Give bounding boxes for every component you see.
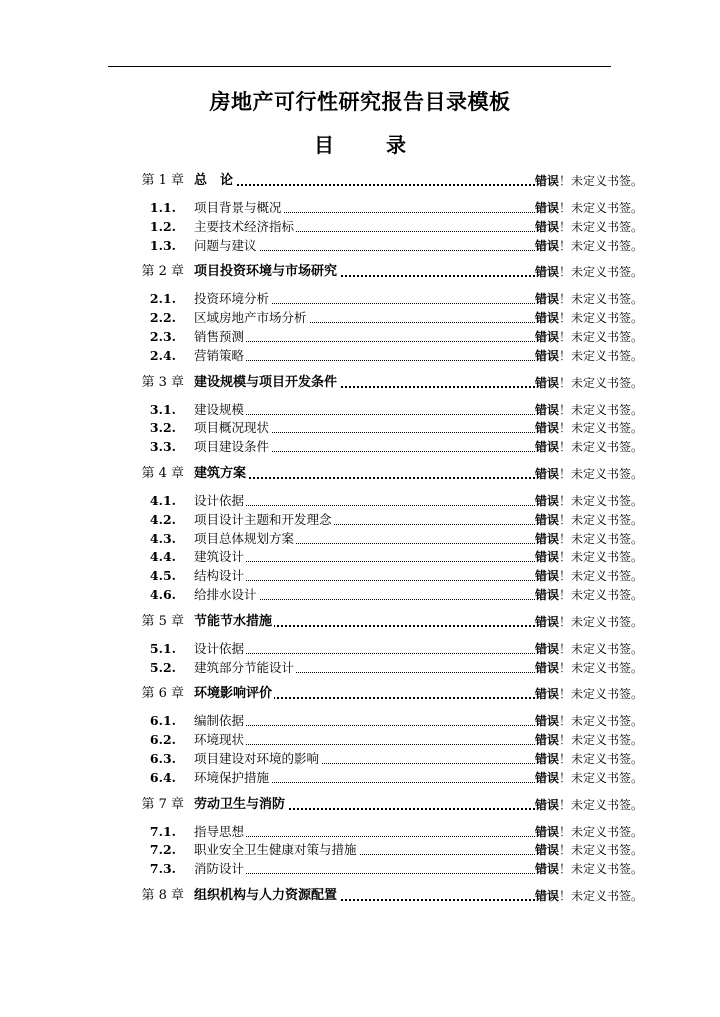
toc-section-entry[interactable]: [0, 750, 720, 768]
toc-chapter-entry[interactable]: [0, 887, 720, 905]
toc-entry-title: 指导思想: [194, 823, 535, 841]
toc-page-reference: 错误！未定义书签。: [535, 550, 644, 565]
toc-entry-title: 节能节水措施: [194, 613, 535, 631]
toc-entry-number: 6.4.: [149, 769, 176, 785]
toc-page-reference: 错误！未定义书签。: [535, 265, 644, 280]
toc-page-reference: 错误！未定义书签。: [535, 641, 644, 656]
toc-page-reference: 错误！未定义书签。: [535, 174, 644, 188]
toc-entry-title: 项目建设对环境的影响: [194, 750, 535, 768]
toc-section-entry[interactable]: [0, 769, 720, 787]
toc-section-entry[interactable]: [0, 438, 720, 456]
toc-page-reference: 错误！未定义书签。: [535, 687, 644, 702]
toc-entry-number: 第 7 章: [141, 796, 184, 812]
toc-page-reference: 错误！未定义书签。: [535, 797, 644, 812]
document-title: 房地产可行性研究报告目录模板: [209, 90, 511, 114]
toc-entry-number: 6.2.: [149, 732, 176, 748]
toc-entry-title: 组织机构与人力资源配置: [194, 887, 535, 905]
toc-entry-number: 第 3 章: [141, 374, 184, 390]
toc-entry-number: 第 1 章: [141, 173, 184, 188]
toc-entry-number: 第 6 章: [141, 686, 184, 702]
toc-entry-number: 第 2 章: [141, 264, 184, 280]
toc-section-entry[interactable]: [0, 492, 720, 510]
toc-page-reference: 错误！未定义书签。: [535, 862, 644, 877]
toc-section-entry[interactable]: [0, 199, 720, 217]
toc-chapter-entry[interactable]: [0, 374, 720, 392]
toc-page-reference: 错误！未定义书签。: [535, 588, 644, 602]
toc-entry-number: 7.1.: [149, 823, 176, 839]
toc-entry-number: 3.2.: [149, 420, 176, 436]
toc-entry-number: 第 5 章: [141, 613, 184, 629]
toc-entry-title: 建筑部分节能设计: [194, 659, 535, 677]
toc-entry-title: 项目建设条件: [194, 438, 535, 456]
toc-page-reference: 错误！未定义书签。: [535, 421, 644, 436]
toc-entry-number: 3.1.: [149, 401, 176, 417]
toc-entry-title: 建设规模: [194, 401, 535, 419]
toc-chapter-entry[interactable]: [0, 263, 720, 281]
toc-entry-title: 给排水设计: [194, 586, 535, 604]
toc-chapter-entry[interactable]: [0, 172, 720, 190]
toc-page-reference: 错误！未定义书签。: [535, 440, 644, 455]
toc-page-reference: 错误！未定义书签。: [535, 201, 644, 215]
toc-entry-number: 2.2.: [149, 310, 176, 326]
toc-heading-left: 目: [314, 133, 334, 157]
toc-page-reference: 错误！未定义书签。: [535, 843, 644, 858]
toc-entry-number: 4.1.: [149, 493, 176, 508]
toc-entry-number: 4.2.: [149, 511, 176, 527]
toc-entry-number: 第 4 章: [141, 466, 184, 481]
toc-page-reference: 错误！未定义书签。: [535, 402, 644, 417]
toc-section-entry[interactable]: [0, 309, 720, 327]
toc-entry-number: 6.3.: [149, 751, 176, 766]
toc-entry-title: 建设规模与项目开发条件: [194, 374, 535, 392]
toc-page-reference: 错误！未定义书签。: [535, 330, 644, 344]
toc-entry-number: 1.3.: [149, 237, 176, 253]
toc-section-entry[interactable]: [0, 419, 720, 437]
toc-section-entry[interactable]: [0, 823, 720, 841]
toc-page-reference: 错误！未定义书签。: [535, 733, 644, 748]
toc-entry-number: 2.4.: [149, 347, 176, 363]
toc-entry-title: 项目背景与概况: [194, 199, 535, 217]
toc-entry-number: 7.3.: [149, 861, 176, 877]
toc-section-entry[interactable]: [0, 841, 720, 859]
toc-page-reference: 错误！未定义书签。: [535, 752, 644, 766]
toc-section-entry[interactable]: [0, 218, 720, 236]
toc-entry-number: 4.5.: [149, 568, 176, 584]
toc-entry-number: 7.2.: [149, 842, 176, 858]
toc-entry-title: 销售预测: [194, 328, 535, 346]
toc-section-entry[interactable]: [0, 328, 720, 346]
toc-section-entry[interactable]: [0, 586, 720, 604]
toc-entry-number: 4.3.: [149, 530, 176, 546]
toc-page-reference: 错误！未定义书签。: [535, 238, 644, 253]
toc-entry-title: 项目概况现状: [194, 419, 535, 437]
toc-chapter-entry[interactable]: [0, 685, 720, 703]
toc-page-reference: 错误！未定义书签。: [535, 660, 644, 675]
toc-page-reference: 错误！未定义书签。: [535, 292, 644, 307]
toc-entry-title: 营销策略: [194, 347, 535, 365]
toc-entry-title: 建筑设计: [194, 548, 535, 566]
toc-chapter-entry[interactable]: [0, 465, 720, 483]
toc-page-reference: 错误！未定义书签。: [535, 569, 644, 584]
toc-entry-title: 劳动卫生与消防: [194, 796, 535, 814]
toc-section-entry[interactable]: [0, 401, 720, 419]
toc-section-entry[interactable]: [0, 548, 720, 566]
toc-entry-number: 第 8 章: [141, 888, 184, 903]
toc-entry-title: 设计依据: [194, 640, 535, 658]
toc-entry-title: 消防设计: [194, 860, 535, 878]
toc-section-entry[interactable]: [0, 511, 720, 529]
toc-page-reference: 错误！未定义书签。: [535, 714, 644, 729]
toc-entry-title: 总 论: [194, 172, 535, 190]
toc-section-entry[interactable]: [0, 347, 720, 365]
toc-entry-title: 环境现状: [194, 731, 535, 749]
toc-entry-number: 1.2.: [149, 218, 176, 234]
toc-entry-number: 3.3.: [149, 439, 176, 455]
toc-entry-number: 2.1.: [149, 291, 176, 307]
toc-page-reference: 错误！未定义书签。: [535, 531, 644, 546]
toc-entry-title: 职业安全卫生健康对策与措施: [194, 841, 535, 859]
toc-entry-title: 项目投资环境与市场研究: [194, 263, 535, 281]
toc-page-reference: 错误！未定义书签。: [535, 889, 644, 903]
toc-entry-title: 设计依据: [194, 492, 535, 510]
toc-entry-title: 区域房地产市场分析: [194, 309, 535, 327]
toc-page-reference: 错误！未定义书签。: [535, 375, 644, 390]
toc-section-entry[interactable]: [0, 659, 720, 677]
toc-page-reference: 错误！未定义书签。: [535, 348, 644, 363]
toc-entry-title: 投资环境分析: [194, 290, 535, 308]
toc-heading-right: 录: [386, 133, 406, 157]
toc-entry-number: 5.1.: [149, 640, 176, 656]
toc-page-reference: 错误！未定义书签。: [535, 494, 644, 508]
toc-section-entry[interactable]: [0, 237, 720, 255]
toc-entry-title: 项目设计主题和开发理念: [194, 511, 535, 529]
toc-entry-title: 环境影响评价: [194, 685, 535, 703]
toc-page-reference: 错误！未定义书签。: [535, 219, 644, 234]
toc-entry-title: 主要技术经济指标: [194, 218, 535, 236]
toc-page-reference: 错误！未定义书签。: [535, 311, 644, 326]
toc-section-entry[interactable]: [0, 731, 720, 749]
toc-page-reference: 错误！未定义书签。: [535, 512, 644, 527]
toc-entry-number: 5.2.: [149, 659, 176, 675]
toc-entry-title: 结构设计: [194, 567, 535, 585]
toc-entry-number: 1.1.: [149, 200, 176, 215]
toc-entry-number: 2.3.: [149, 329, 176, 344]
toc-section-entry[interactable]: [0, 567, 720, 585]
toc-page-reference: 错误！未定义书签。: [535, 614, 644, 629]
toc-section-entry[interactable]: [0, 860, 720, 878]
toc-section-entry[interactable]: [0, 712, 720, 730]
toc-entry-number: 6.1.: [149, 713, 176, 729]
toc-entry-title: 项目总体规划方案: [194, 530, 535, 548]
toc-section-entry[interactable]: [0, 640, 720, 658]
toc-section-entry[interactable]: [0, 530, 720, 548]
toc-page-reference: 错误！未定义书签。: [535, 824, 644, 839]
toc-page-reference: 错误！未定义书签。: [535, 770, 644, 785]
toc-entry-number: 4.6.: [149, 587, 176, 602]
toc-entry-title: 编制依据: [194, 712, 535, 730]
toc-entry-number: 4.4.: [149, 549, 176, 565]
toc-chapter-entry[interactable]: [0, 796, 720, 814]
toc-page-reference: 错误！未定义书签。: [535, 467, 644, 481]
toc-entry-title: 建筑方案: [194, 465, 535, 483]
toc-section-entry[interactable]: [0, 290, 720, 308]
toc-entry-title: 问题与建议: [194, 237, 535, 255]
toc-chapter-entry[interactable]: [0, 613, 720, 631]
toc-entry-title: 环境保护措施: [194, 769, 535, 787]
